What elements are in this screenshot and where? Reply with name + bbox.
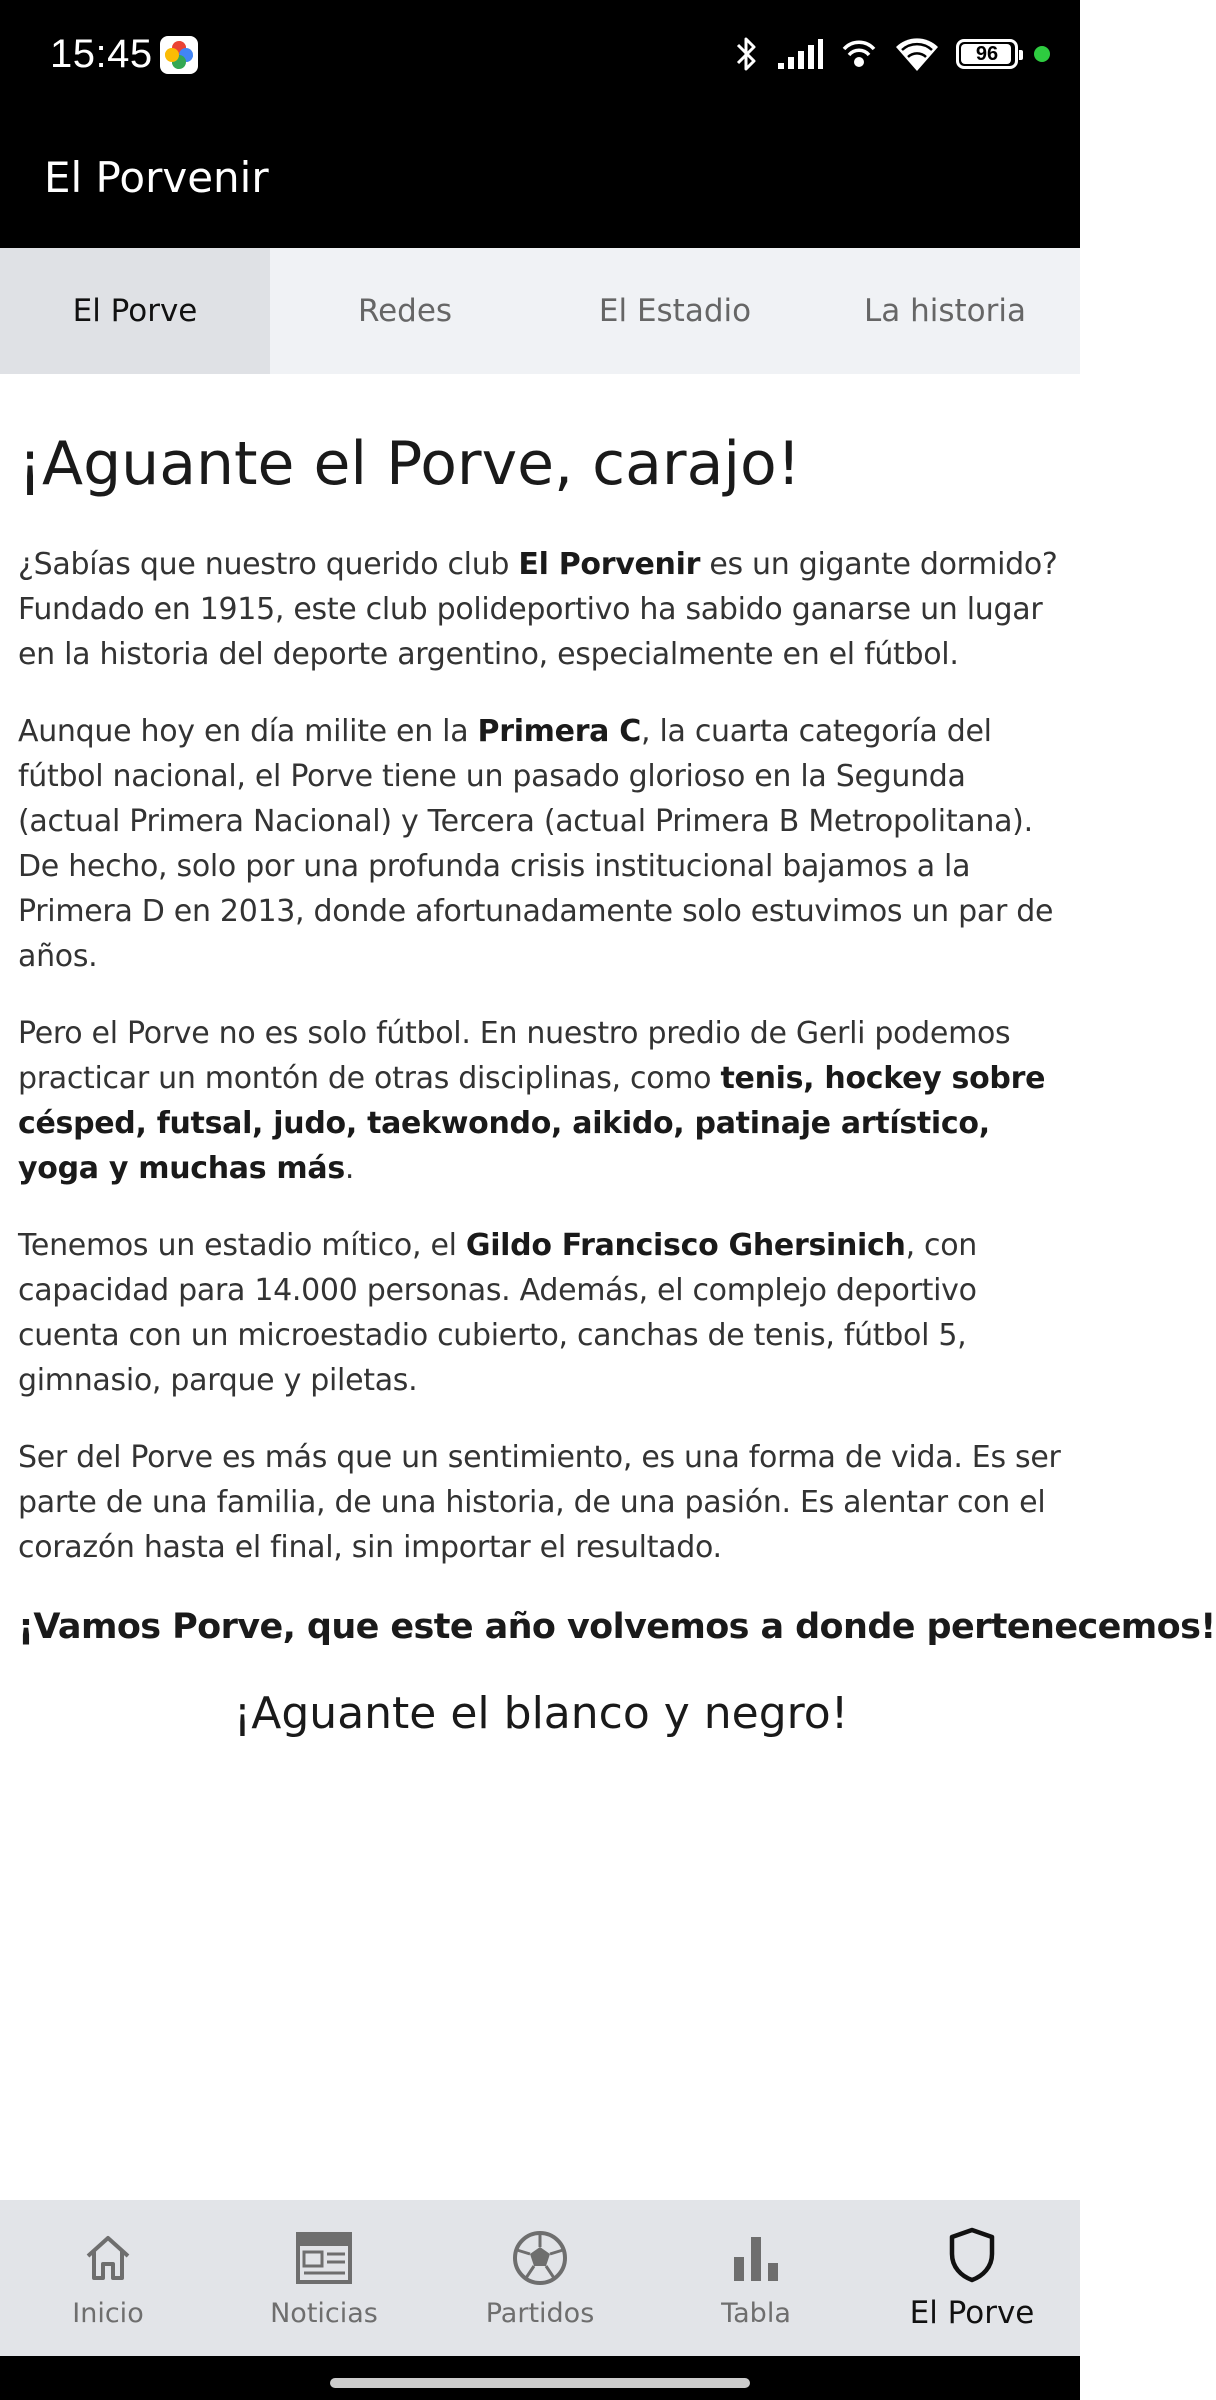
nav-label: Inicio — [72, 2297, 144, 2329]
bold-club-name: El Porvenir — [518, 547, 701, 582]
wifi-icon — [894, 35, 940, 73]
paragraph-passion: Ser del Porve es más que un sentimiento, es una forma de vida. Es ser parte de una familia, de una historia, de una pasión. Es alentar con el corazón hasta el final, sin importar el resultado. — [18, 1440, 1061, 1565]
bold-stadium-name: Gildo Francisco Ghersinich — [465, 1228, 906, 1263]
battery-icon — [956, 39, 1018, 69]
battery-level: 96 — [975, 42, 999, 65]
signal-icon — [776, 37, 824, 71]
home-icon — [78, 2228, 138, 2288]
tab-bar — [0, 248, 1080, 374]
nav-item-el-porve[interactable] — [864, 2200, 1080, 2356]
status-time: 15:45 — [50, 32, 153, 76]
closing-line: ¡Aguante el blanco y negro! — [233, 1688, 849, 1739]
paragraph-stadium: Tenemos un estadio mítico, el Gildo Francisco Ghersinich, con capacidad para 14.000 personas. Además, el complejo deportivo cuenta con un microestadio cubierto, canchas de tenis, fútbol 5, gimnasio, parque y piletas. — [18, 1228, 978, 1398]
tab-el-porve[interactable]: El Porve — [0, 248, 270, 374]
bold-disciplines: tenis, hockey sobre césped, futsal, judo, taekwondo, aikido, patinaje artístico, yoga y muchas más — [18, 1061, 1046, 1186]
nav-item-partidos[interactable] — [432, 2200, 648, 2356]
nav-label: El Porve — [909, 2295, 1035, 2331]
green-dot-indicator — [1034, 46, 1050, 62]
tab-redes[interactable]: Redes — [357, 293, 453, 329]
nav-item-inicio[interactable] — [0, 2200, 216, 2356]
status-bar — [0, 0, 1080, 108]
paragraph-disciplines: Pero el Porve no es solo fútbol. En nuestro predio de Gerli podemos practicar un montón de otras disciplinas, como tenis, hockey sobre césped, futsal, judo, taekwondo, aikido, patinaje artístico, yoga y muchas más. — [18, 1016, 1046, 1186]
soccer-ball-icon — [510, 2228, 570, 2288]
nav-item-tabla[interactable] — [648, 2200, 864, 2356]
shield-icon — [942, 2225, 1002, 2285]
main-content — [18, 400, 1216, 1746]
bold-league: Primera C — [477, 714, 641, 749]
page-headline: ¡Aguante el Porve, carajo! — [18, 429, 801, 499]
paragraph-league: Aunque hoy en día milite en la Primera C, la cuarta categoría del fútbol nacional, el Porve tiene un pasado glorioso en la Segunda (actual Primera Nacional) y Tercera (actual Primera B Metropolitana). De hecho, solo por una profunda crisis institucional bajamos a la Primera D en 2013, donde afortunadamente solo estuvimos un par de años. — [18, 714, 1054, 974]
app-title: El Porvenir — [44, 153, 269, 202]
newspaper-icon — [294, 2228, 354, 2288]
nav-label: Partidos — [485, 2297, 595, 2329]
bar-chart-icon — [726, 2228, 786, 2288]
nav-label: Tabla — [721, 2297, 791, 2329]
google-photos-icon — [160, 36, 198, 74]
rally-line: ¡Vamos Porve, que este año volvemos a donde pertenecemos! — [18, 1607, 1216, 1647]
bluetooth-icon — [734, 34, 760, 74]
tab-el-estadio[interactable]: El Estadio — [598, 293, 752, 329]
hotspot-icon — [840, 35, 878, 73]
nav-label: Noticias — [270, 2297, 378, 2329]
app-bar — [0, 108, 1080, 248]
paragraph-intro: ¿Sabías que nuestro querido club El Porvenir es un gigante dormido? Fundado en 1915, este club polideportivo ha sabido ganarse un lugar en la historia del deporte argentino, especialmente en el fútbol. — [18, 547, 1058, 672]
nav-item-noticias[interactable] — [216, 2200, 432, 2356]
bottom-navigation — [0, 2200, 1080, 2356]
tab-la-historia[interactable]: La historia — [863, 293, 1026, 329]
status-icons — [734, 30, 1050, 78]
gesture-handle[interactable] — [330, 2378, 750, 2388]
gesture-area — [0, 2356, 1080, 2400]
